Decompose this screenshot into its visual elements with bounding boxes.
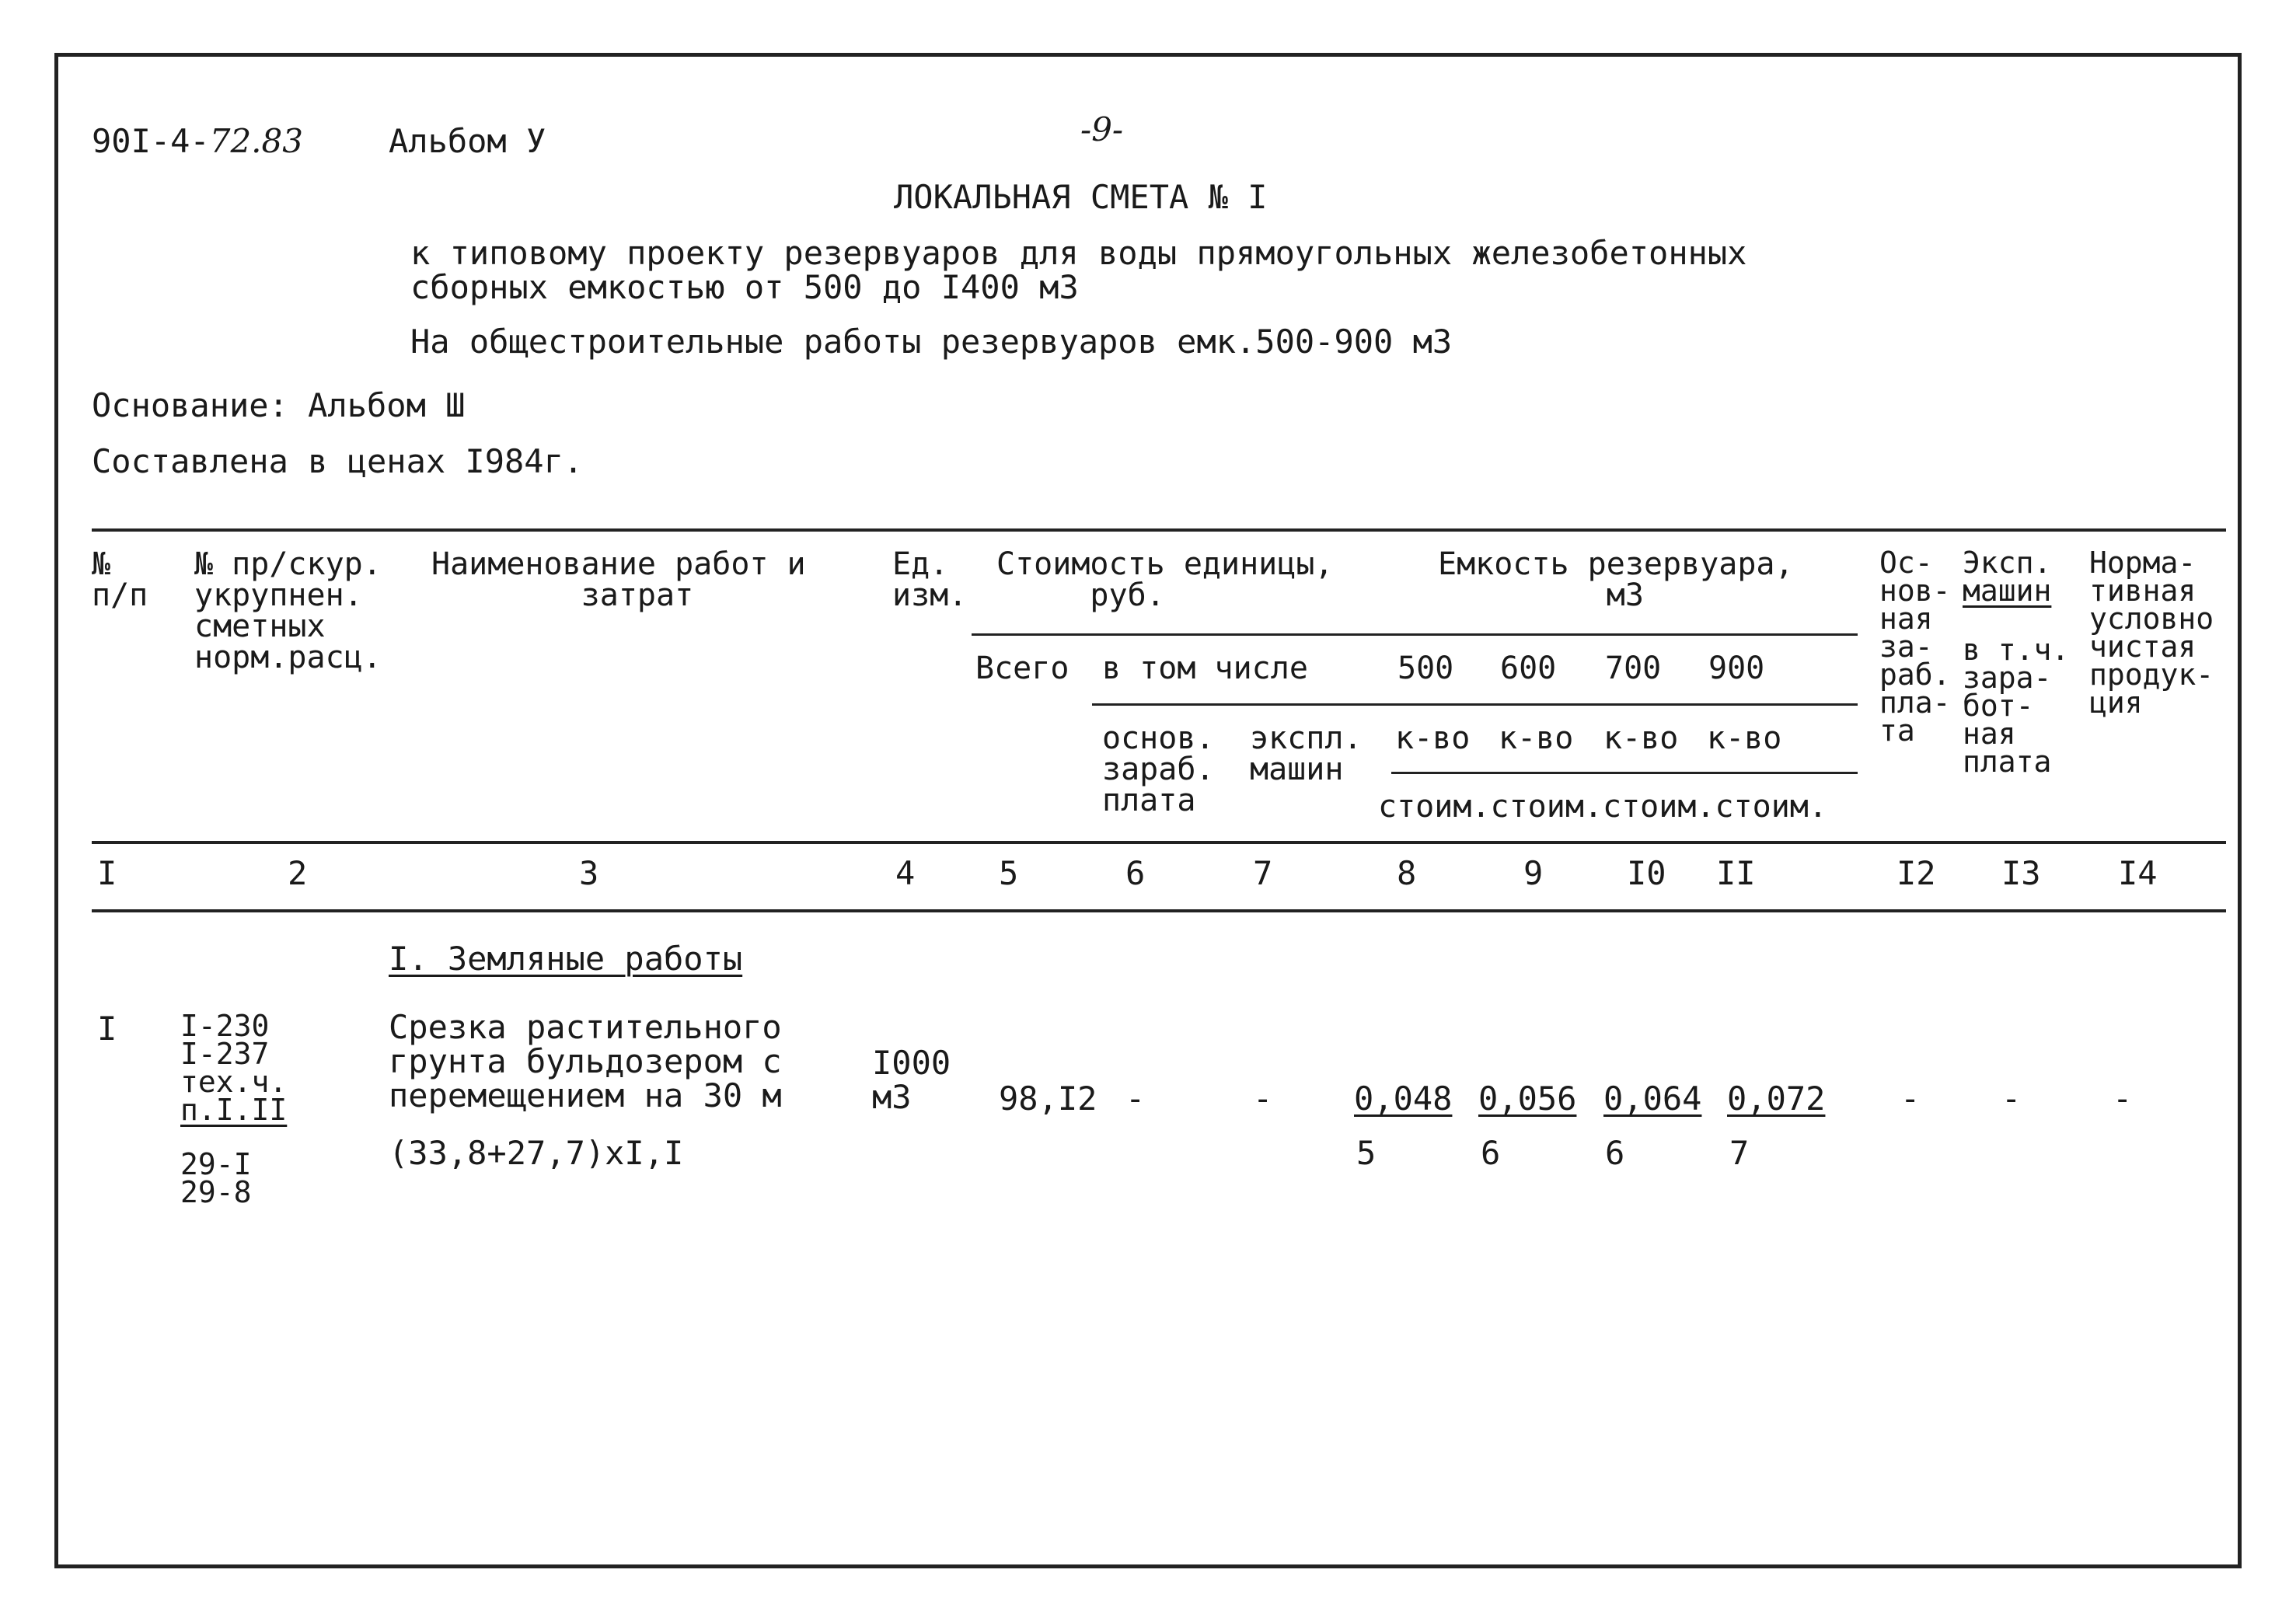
col-head-net-product: Норма- тивная условно чистая продук- ция (2089, 546, 2214, 720)
row-number: I (97, 1010, 117, 1048)
cost-group-rule (972, 633, 1858, 636)
album-label: Альбом У (389, 122, 546, 160)
row-net-product: - (2113, 1080, 2133, 1118)
col-number-14: I4 (2118, 854, 2158, 892)
estimate-scope: На общестроительные работы резервуаров емк.500-900 м3 (410, 323, 1453, 361)
row-norm-codes-extra: 29-I 29-8 (180, 1147, 252, 1209)
row-cost-500: 5 (1356, 1134, 1377, 1172)
col-head-unit: Ед. изм. (892, 546, 968, 613)
col-head-norm-ref: № пр/скур. укрупнен. сметных норм.расц. (194, 546, 382, 675)
row-qty-500: 0,048 (1354, 1080, 1453, 1118)
col-group-unit-cost: Стоимость единицы, руб. (996, 546, 1334, 613)
estimate-subtitle-1: к типовому проекту резервуаров для воды прямоугольных железобетонных (410, 234, 1747, 272)
section-title: I. Земляные работы (389, 940, 743, 978)
row-qty-600: 0,056 (1478, 1080, 1577, 1118)
col-group-tank-capacity: Емкость резервуара, м3 (1438, 546, 1794, 613)
page-number: -9- (1080, 110, 1124, 148)
col-number-13: I3 (2001, 854, 2041, 892)
row-formula: (33,8+27,7)хI,I (389, 1134, 684, 1172)
col-head-qty-8: к-во (1395, 720, 1471, 756)
col-number-2: 2 (288, 854, 308, 892)
col-group-including: в том числе (1102, 651, 1308, 686)
col-number-9: 9 (1523, 854, 1544, 892)
row-base-wage: - (1125, 1080, 1146, 1118)
col-head-machine-ops-sub: машин (1963, 574, 2052, 608)
col-head-machine-use: экспл. машин (1250, 720, 1363, 787)
doc-code: 90I-4-72.83 (92, 122, 303, 160)
col-head-capacity-900: 900 (1708, 651, 1765, 686)
col-number-7: 7 (1253, 854, 1273, 892)
row-norm-codes: I-230 I-237 тех.ч. (180, 1009, 288, 1099)
col-number-10: I0 (1627, 854, 1666, 892)
col-head-cost-row: стоим.стоим.стоим.стоим. (1378, 789, 1827, 825)
table-top-rule (92, 528, 2226, 532)
estimate-title: ЛОКАЛЬНАЯ СМЕТА № I (894, 178, 1268, 216)
col-head-machine-wage: в т.ч. зара- бот- ная плата (1963, 633, 2070, 779)
row-unit: I000 м3 (872, 1044, 951, 1116)
row-machine-use: - (1253, 1080, 1273, 1118)
col-number-5: 5 (999, 854, 1019, 892)
capacity-rule (1092, 703, 1858, 706)
col-number-11: II (1716, 854, 1756, 892)
col-head-qty-11: к-во (1707, 720, 1782, 756)
col-head-capacity-500: 500 (1397, 651, 1454, 686)
column-numbers-rule (92, 909, 2226, 912)
col-head-qty-10: к-во (1603, 720, 1679, 756)
col-head-base-wage: основ. зараб. плата (1102, 720, 1215, 818)
col-number-8: 8 (1397, 854, 1417, 892)
col-head-capacity-700: 700 (1605, 651, 1662, 686)
row-total-cost: 98,I2 (999, 1080, 1097, 1118)
col-number-12: I2 (1896, 854, 1936, 892)
row-cost-600: 6 (1481, 1134, 1501, 1172)
col-head-capacity-600: 600 (1500, 651, 1557, 686)
col-head-total: Всего (975, 651, 1069, 686)
row-norm-ref: п.I.II (180, 1093, 288, 1127)
row-qty-900: 0,072 (1727, 1080, 1826, 1118)
estimate-prices: Составлена в ценах I984г. (92, 442, 584, 480)
col-head-base-wage-total: Ос- нов- ная за- раб. пла- та (1879, 546, 1951, 748)
header-bottom-rule (92, 841, 2226, 844)
col-number-3: 3 (579, 854, 599, 892)
col-head-work-name: Наименование работ и затрат (431, 546, 806, 613)
row-qty-700: 0,064 (1603, 1080, 1702, 1118)
row-base-wage-total: - (1900, 1080, 1921, 1118)
col-number-6: 6 (1125, 854, 1146, 892)
col-number-1: I (97, 854, 117, 892)
col-head-number: № п/п (92, 546, 148, 613)
row-work-name: Срезка растительного грунта бульдозером с перемещением на 30 м (389, 1008, 782, 1114)
row-cost-700: 6 (1605, 1134, 1625, 1172)
estimate-basis: Основание: Альбом Ш (92, 386, 466, 424)
row-cost-900: 7 (1729, 1134, 1750, 1172)
col-head-qty-9: к-во (1499, 720, 1574, 756)
col-head-machine-ops: Эксп. (1963, 546, 2052, 580)
col-number-4: 4 (895, 854, 916, 892)
estimate-subtitle-2: сборных емкостью от 500 до I400 м3 (410, 268, 1079, 306)
capacity-sub-rule (1391, 772, 1858, 774)
row-machine-wage: - (2001, 1080, 2022, 1118)
